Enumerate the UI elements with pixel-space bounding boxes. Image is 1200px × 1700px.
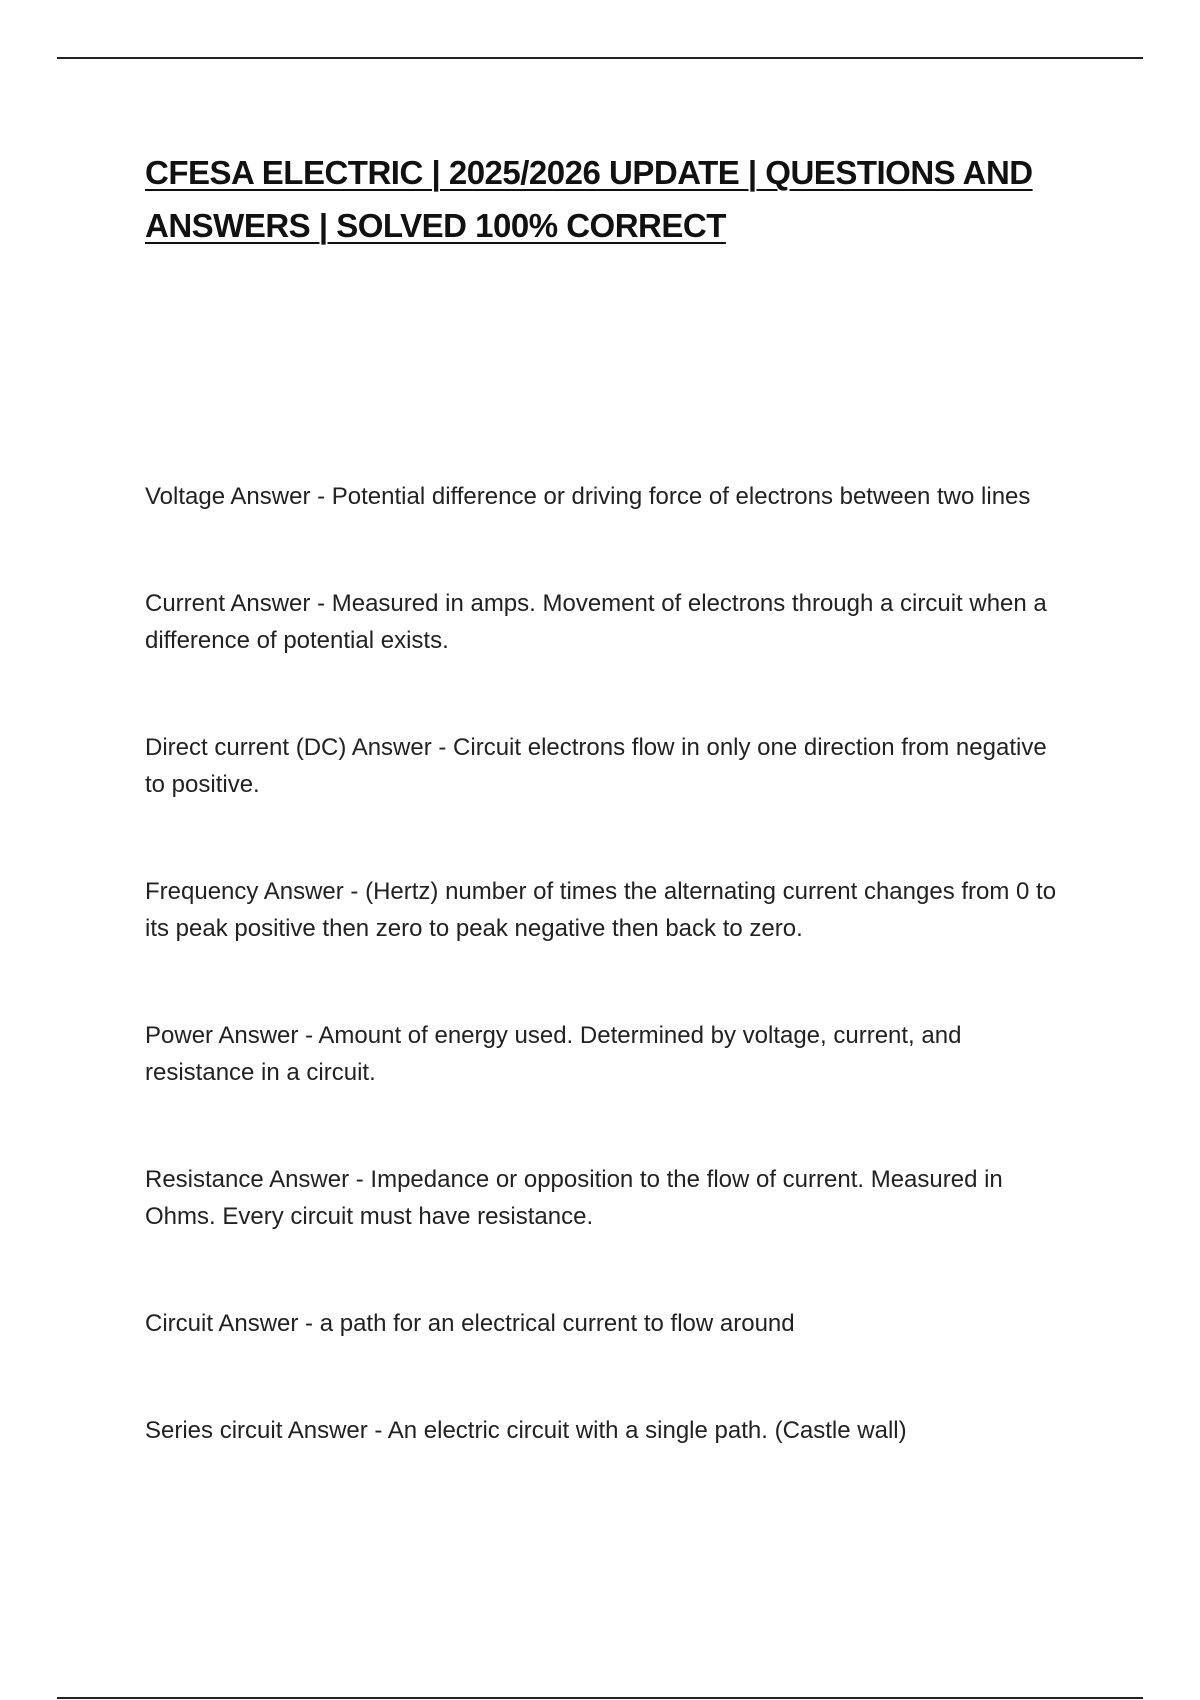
qa-list [145, 478, 1065, 1449]
qa-item-series-circuit: Series circuit Answer - An electric circuit with a single path. (Castle wall) [145, 1417, 907, 1444]
qa-item-circuit: Circuit Answer - a path for an electrical current to flow around [145, 1310, 795, 1337]
qa-item-frequency: Frequency Answer - (Hertz) number of times the alternating current changes from 0 to its peak positive then zero to peak negative then back to zero. [145, 878, 1057, 942]
footer-divider [57, 1697, 1143, 1699]
qa-item-current: Current Answer - Measured in amps. Movement of electrons through a circuit when a difference of potential exists. [145, 590, 1047, 654]
document-title: CFESA ELECTRIC | 2025/2026 UPDATE | QUESTIONS AND ANSWERS | SOLVED 100% CORRECT [145, 154, 1033, 244]
header-divider [57, 57, 1143, 59]
qa-item-resistance: Resistance Answer - Impedance or opposition to the flow of current. Measured in Ohms. Every circuit must have resistance. [145, 1166, 1003, 1230]
qa-item-voltage: Voltage Answer - Potential difference or driving force of electrons between two lines [145, 483, 1031, 510]
qa-item-power: Power Answer - Amount of energy used. Determined by voltage, current, and resistance in a circuit. [145, 1022, 962, 1086]
qa-item-direct-current: Direct current (DC) Answer - Circuit electrons flow in only one direction from negative to positive. [145, 734, 1047, 798]
